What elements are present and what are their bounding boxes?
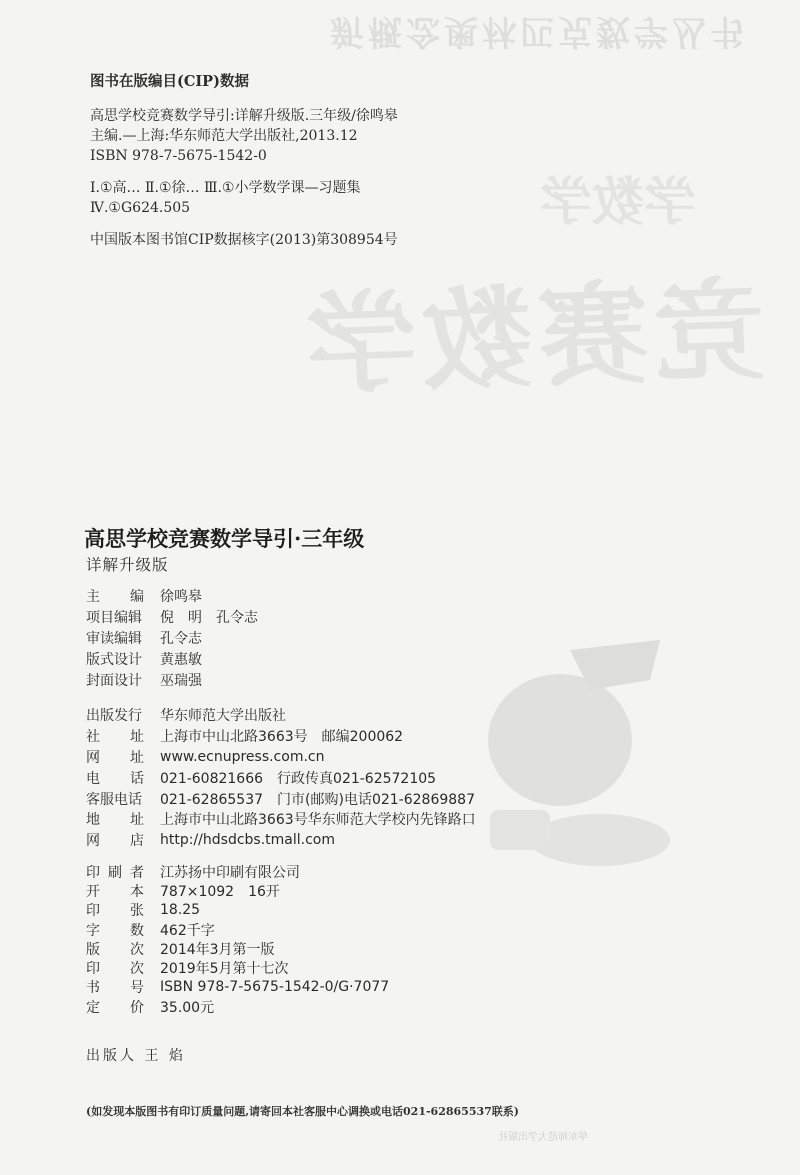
bleed-through-cover-title: 竞赛数学 [298,264,767,411]
cip-line: ISBN 978-7-5675-1542-0 [90,148,267,164]
info-label: 项目编辑 [86,610,142,627]
info-label: 版 次 [86,941,144,958]
cip-registry-number: 中国版本图书馆CIP数据核字(2013)第308954号 [90,232,398,248]
info-value: 2019年5月第十七次 [160,961,289,978]
info-label: 网 址 [86,749,144,766]
bleed-through-mascot-icon [450,620,690,880]
info-label: 出版发行 [86,708,142,725]
info-row [86,726,476,747]
info-row [86,978,389,997]
bleed-through-text: 学数学 [540,172,697,233]
info-value: 787×1092 16开 [160,883,280,900]
info-value: 黄惠敏 [160,651,202,668]
info-value: 孔令志 [160,630,202,647]
info-value: www.ecnupress.com.cn [160,748,325,765]
info-value: 462千字 [160,922,215,939]
info-row [86,920,389,939]
info-label: 封面设计 [86,672,142,689]
cip-line: 高思学校竞赛数学导引:详解升级版.三年级/徐鸣皋 [90,108,398,124]
editorial-credits [86,586,258,690]
info-row [86,809,476,830]
info-row [86,767,476,788]
cip-subject-line: Ⅰ.①高… Ⅱ.①徐… Ⅲ.①小学数学课—习题集 [90,180,361,196]
info-value: 021-60821666 行政传真021-62572105 [160,770,437,787]
info-value: 35.00元 [160,999,215,1016]
cip-line: 主编.—上海:华东师范大学出版社,2013.12 [90,128,358,144]
publisher-person: 出版人 王 焰 [86,1048,186,1064]
info-label: 书 号 [86,980,144,997]
info-label: 社 址 [86,729,144,746]
info-row [86,939,389,958]
info-value: 上海市中山北路3663号 邮编200062 [160,729,404,746]
info-label: 电 话 [86,770,144,787]
info-value: 2014年3月第一版 [160,941,275,958]
info-row [86,607,258,628]
info-label: 地 址 [86,812,144,829]
info-label: 客服电话 [86,791,142,808]
bleed-through-publisher-logo: 华东师范大学出版社 [498,1132,588,1143]
info-label: 网 店 [86,833,144,850]
info-row [86,830,476,851]
info-label: 开 本 [86,883,144,900]
info-value: ISBN 978-7-5675-1542-0/G·7077 [160,979,390,996]
info-value: 巫瑞强 [160,672,202,689]
info-label: 印 张 [86,903,144,920]
info-row [86,862,389,881]
info-row [86,958,389,977]
info-value: 华东师范大学出版社 [160,708,286,725]
info-label: 字 数 [86,922,144,939]
info-label: 版式设计 [86,651,142,668]
info-label: 印 次 [86,961,144,978]
info-row [86,881,389,900]
book-subtitle: 详解升级版 [86,556,169,574]
info-value: http://hdsdcbs.tmall.com [160,832,335,849]
info-label: 主 编 [86,589,144,606]
info-value: 021-62865537 门市(邮购)电话021-62869887 [160,791,475,808]
info-row [86,997,389,1016]
info-label: 定 价 [86,999,144,1016]
printing-info [86,862,389,1016]
info-row [86,628,258,649]
book-title: 高思学校竞赛数学导引·三年级 [84,526,365,551]
info-row [86,788,476,809]
cip-data-block [90,72,398,250]
info-label: 印 刷 者 [86,864,144,881]
info-label: 审读编辑 [86,630,142,647]
info-row [86,669,258,690]
info-value: 徐鸣皋 [160,589,202,606]
info-value: 18.25 [160,902,201,919]
info-row [86,586,258,607]
quality-notice: (如发现本版图书有印订质量问题,请寄回本社客服中心调换或电话021-62865537联系) [86,1105,519,1118]
cip-subject-line: Ⅳ.①G624.505 [90,200,191,216]
info-row [86,648,258,669]
info-value: 倪 明 孔令志 [160,610,258,627]
publisher-info [86,705,476,851]
info-value: 上海市中山北路3663号华东师范大学校内先锋路口 [160,812,476,829]
info-row [86,747,476,768]
bleed-through-series-title: 新概念奥林匹克数学丛书 [330,11,748,51]
cip-heading: 图书在版编目(CIP)数据 [90,73,249,90]
info-row [86,901,389,920]
info-value: 江苏扬中印刷有限公司 [160,864,300,881]
info-row [86,705,476,726]
